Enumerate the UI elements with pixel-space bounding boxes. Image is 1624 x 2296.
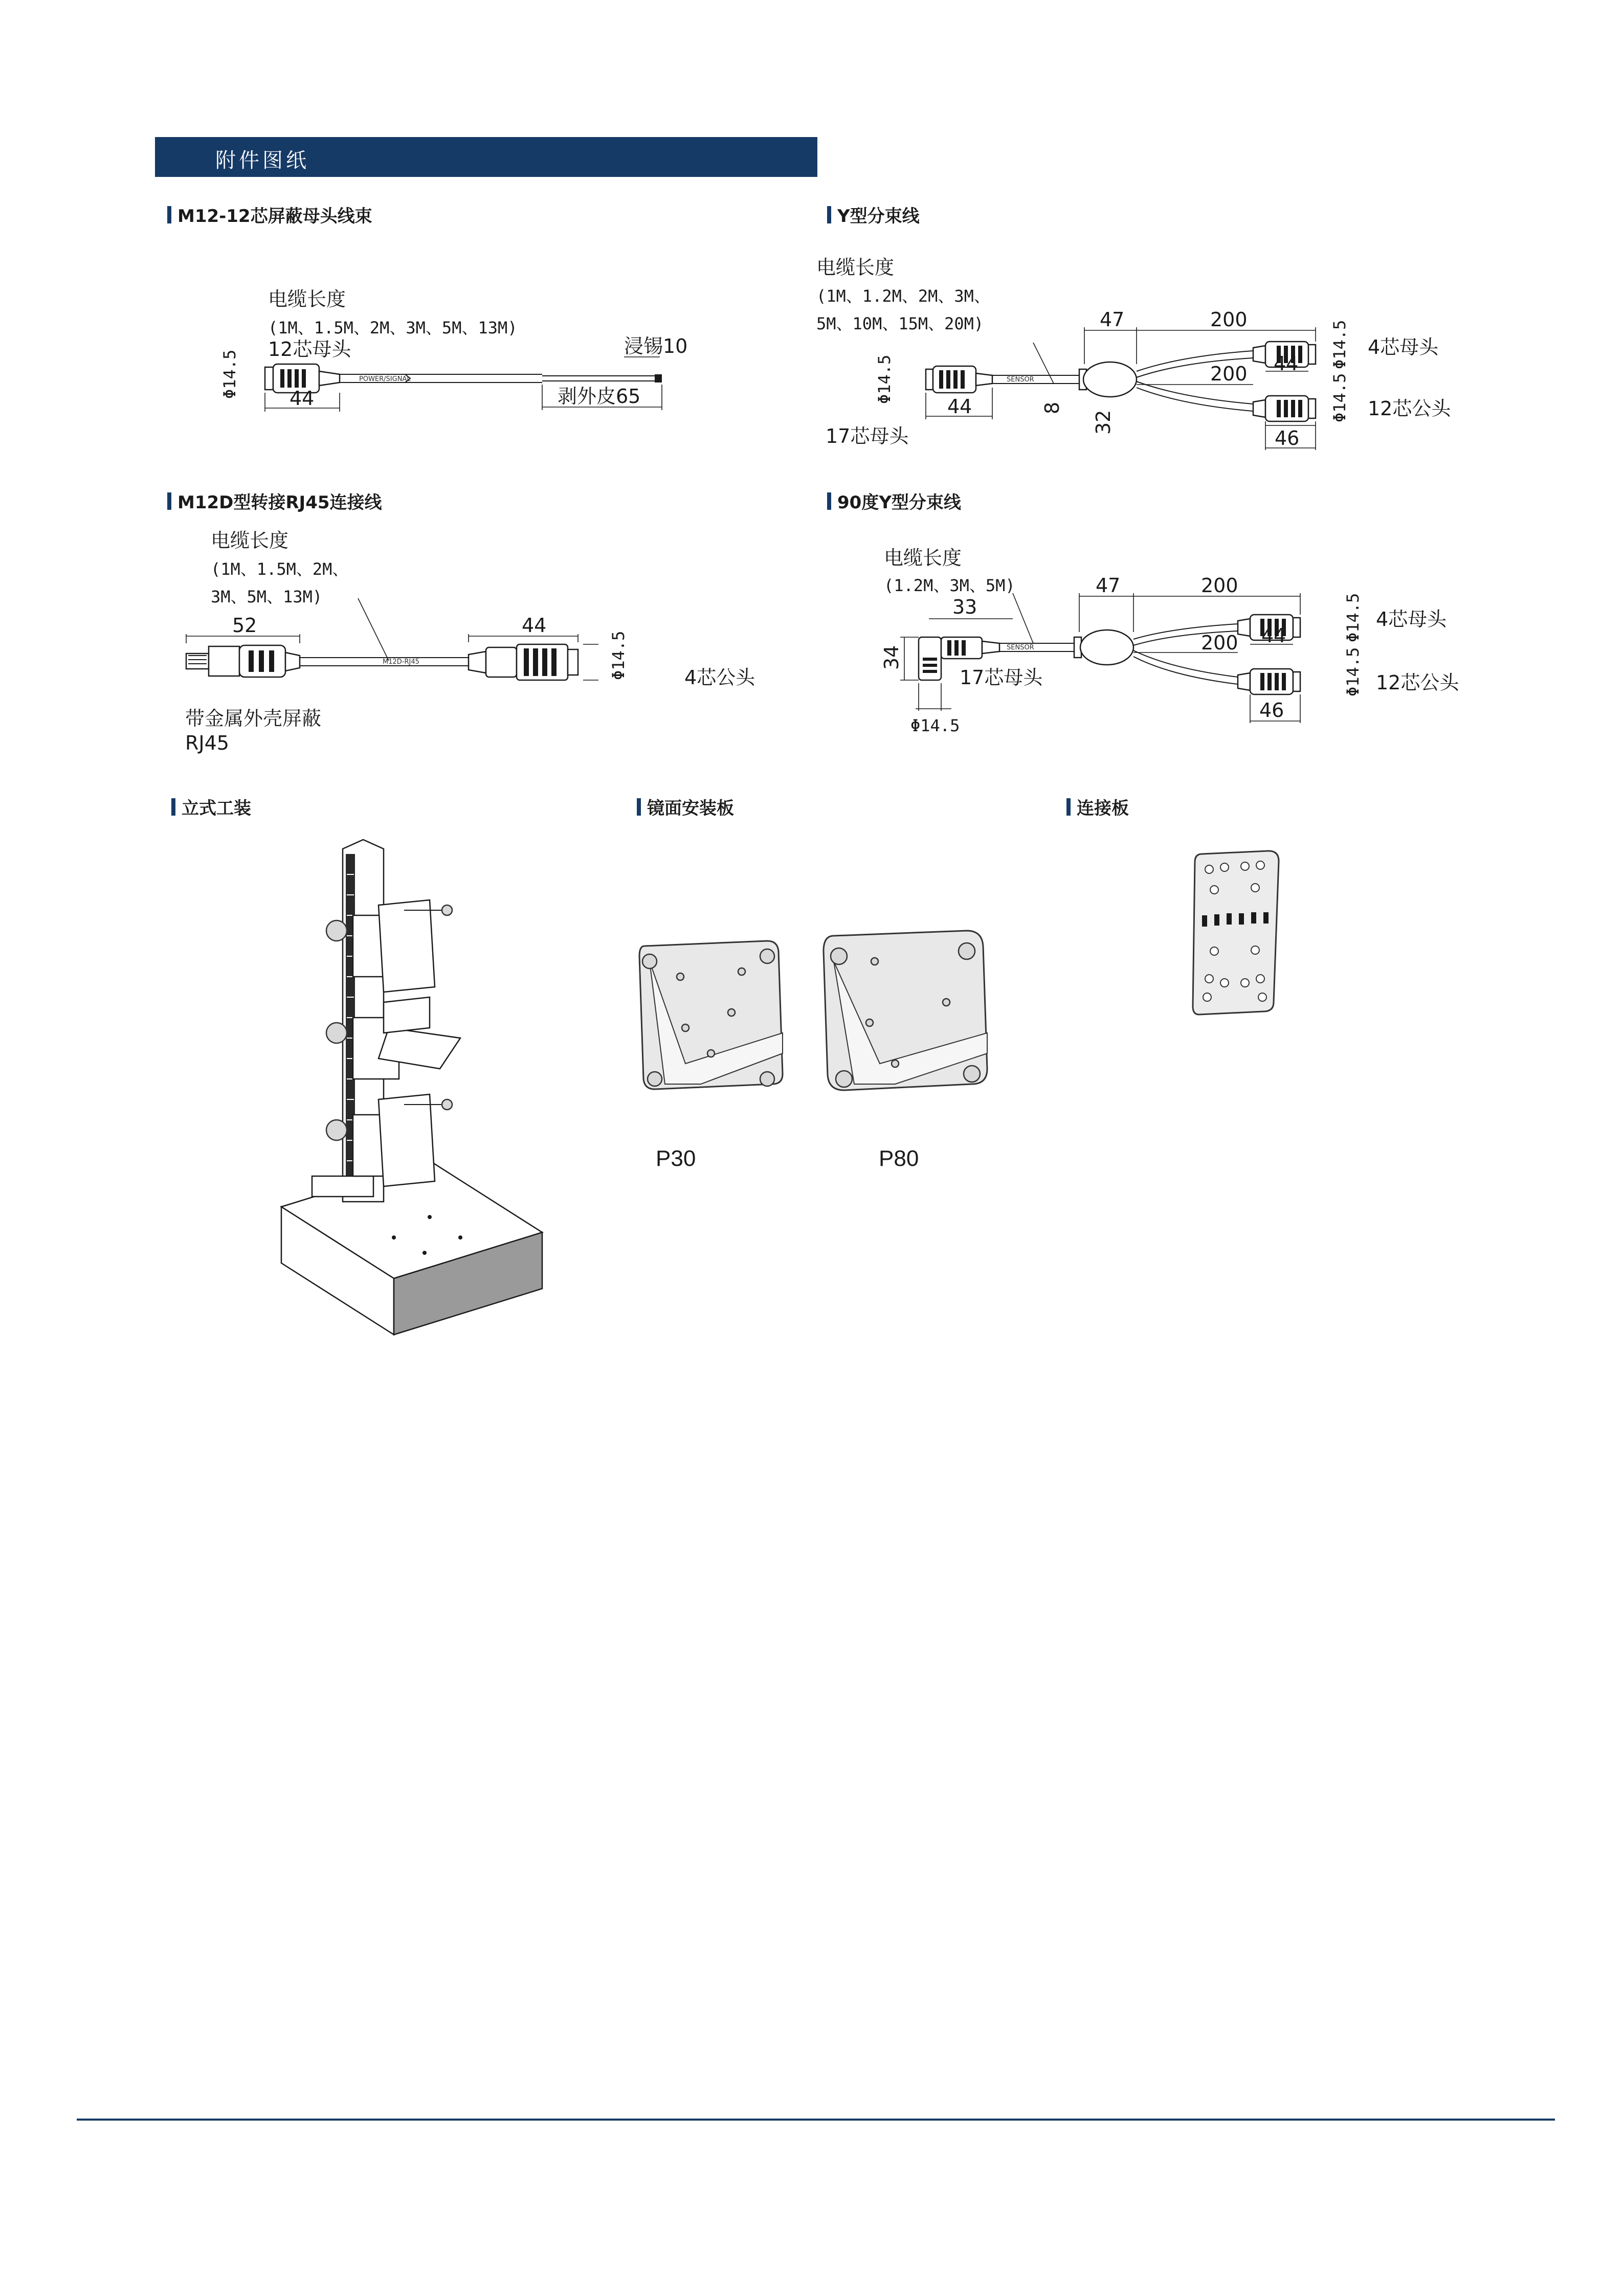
heading-connect <box>1066 794 1129 819</box>
tin-label: 浸锡10 <box>624 335 688 357</box>
dim-46: 46 <box>1259 699 1284 722</box>
dim-44: 44 <box>522 614 547 637</box>
plate-p80 <box>824 931 987 1090</box>
section-banner <box>155 137 817 177</box>
dim-200-mid: 200 <box>1210 363 1248 385</box>
heading-bar <box>637 798 641 816</box>
cable-length-label: 电缆长度 <box>884 547 962 569</box>
cable-lengths-line2: 5M、10M、15M、20M) <box>816 314 984 333</box>
dim-200-top: 200 <box>1210 308 1248 331</box>
drawing-m12d-rj45 <box>174 527 818 762</box>
footer-divider <box>77 2119 1555 2121</box>
branch-bottom <box>1137 388 1253 411</box>
dim-47: 47 <box>1096 574 1121 597</box>
dim-33: 33 <box>952 596 977 618</box>
diameter-top: Φ14.5 <box>1330 320 1349 369</box>
cable-lengths: (1M、1.5M、2M、3M、5M、13M) <box>268 318 518 337</box>
diameter-bottom: Φ14.5 <box>910 716 960 735</box>
label-p80: P80 <box>879 1146 919 1171</box>
connector-body <box>486 647 517 677</box>
label-4pin-female: 4芯母头 <box>1376 608 1447 631</box>
diameter-top: Φ14.5 <box>1343 593 1363 642</box>
connector-label: 12芯母头 <box>268 338 351 361</box>
cable-print: SENSOR <box>1007 644 1034 651</box>
label-17pin-female: 17芯母头 <box>960 666 1043 689</box>
heading-bar <box>827 492 831 510</box>
heading-text: 90度Y型分束线 <box>837 492 961 513</box>
dim-34: 34 <box>880 645 903 670</box>
connector-tail <box>469 651 486 673</box>
label-17pin-female: 17芯母头 <box>826 425 909 447</box>
diameter-dim: Φ14.5 <box>875 354 894 404</box>
cable-lengths-line1: (1M、1.2M、2M、3M、 <box>816 286 990 306</box>
label-12pin-male: 12芯公头 <box>1376 671 1459 694</box>
cable-print: SENSOR <box>1007 376 1034 384</box>
connector-tail <box>319 371 340 386</box>
dim-47: 47 <box>1100 308 1125 331</box>
heading-text: Y型分束线 <box>837 206 920 227</box>
splitter-body <box>1083 362 1137 397</box>
cable-print: POWER/SIGNAL <box>359 375 411 383</box>
branch-bottom <box>1133 657 1238 684</box>
heading-y-split-90 <box>827 488 961 513</box>
dim-200-mid: 200 <box>1201 632 1238 654</box>
diameter-dim: Φ14.5 <box>609 631 628 680</box>
heading-bar <box>827 206 831 223</box>
diameter-low: Φ14.5 <box>1343 647 1363 696</box>
rj45-tail <box>285 652 300 671</box>
leader-line <box>358 598 389 661</box>
label-p30: P30 <box>656 1146 696 1171</box>
rj45-grip <box>249 650 274 672</box>
connector-tail <box>976 373 992 386</box>
leader-line <box>1013 593 1033 643</box>
drawing-connecting-plate <box>1192 849 1284 1018</box>
heading-text: 立式工装 <box>182 798 251 819</box>
connector-tail <box>1238 673 1250 690</box>
cable-lengths: (1.2M、3M、5M) <box>884 576 1015 595</box>
label-4pin-male: 4芯公头 <box>684 666 755 689</box>
heading-text: 镜面安装板 <box>647 798 734 819</box>
connect-plate-body <box>1193 851 1279 1015</box>
label-rj45: RJ45 <box>185 732 229 754</box>
drawing-y-split <box>813 251 1499 455</box>
dim-52: 52 <box>232 614 257 637</box>
connector-nut <box>926 369 933 390</box>
dim-44: 44 <box>1261 624 1286 647</box>
label-4pin-female: 4芯母头 <box>1368 336 1439 358</box>
drawing-y-split-90 <box>864 542 1499 747</box>
diameter-dim: Φ14.5 <box>220 349 239 399</box>
cable-lengths-line2: 3M、5M、13M) <box>211 587 323 606</box>
heading-text: 连接板 <box>1077 798 1129 819</box>
cable-length-label: 电缆长度 <box>268 288 346 310</box>
connector-tail <box>1253 400 1265 417</box>
dim-32: 32 <box>1092 410 1115 435</box>
banner-title: 附件图纸 <box>215 149 309 172</box>
connector-grip <box>923 658 937 673</box>
cable-print: M12D-RJ45 <box>383 658 419 666</box>
drawing-mirror-plates <box>629 931 1008 1197</box>
heading-bar <box>171 798 175 816</box>
heading-y-split <box>827 202 920 227</box>
plate-p30 <box>639 941 783 1089</box>
dim-46: 46 <box>1275 427 1300 449</box>
label-12pin-male: 12芯公头 <box>1368 397 1451 420</box>
leader-line <box>1033 343 1054 384</box>
label-shield: 带金属外壳屏蔽 <box>185 707 322 730</box>
dim-44-right: 44 <box>1274 352 1299 375</box>
connector-nut <box>1308 399 1316 418</box>
drawing-m12-12-harness <box>215 276 706 430</box>
connector-grip <box>947 640 966 656</box>
dim-8: 8 <box>1041 401 1063 414</box>
diameter-bottom: Φ14.5 <box>1330 373 1349 422</box>
connector-pin-end <box>568 649 578 675</box>
dim-44: 44 <box>290 387 315 410</box>
drawing-vertical-stand <box>276 834 563 1345</box>
heading-text: M12D型转接RJ45连接线 <box>177 492 382 513</box>
strip-label: 剥外皮65 <box>558 385 641 408</box>
heading-bar <box>167 492 171 510</box>
heading-bar <box>167 206 171 223</box>
connector-tail <box>1253 346 1265 363</box>
cable-length-label: 电缆长度 <box>211 529 289 552</box>
tinned-end <box>655 374 662 382</box>
connector-nut <box>265 367 273 390</box>
connector-nut <box>1293 672 1300 691</box>
heading-m12-12 <box>167 202 372 227</box>
dim-200-top: 200 <box>1201 574 1238 597</box>
cable-length-label: 电缆长度 <box>816 256 895 279</box>
connector-nut <box>1308 345 1316 364</box>
rj45-shell <box>209 646 239 676</box>
heading-text: M12-12芯屏蔽母头线束 <box>177 206 372 227</box>
rail-foot <box>312 1176 373 1197</box>
connector-tail <box>982 641 999 654</box>
heading-stand <box>171 794 251 819</box>
heading-mirror <box>637 794 734 819</box>
dim-44-left: 44 <box>947 395 972 418</box>
connector-nut <box>1293 618 1300 637</box>
splitter-body <box>1080 630 1133 665</box>
heading-m12d-rj45 <box>167 488 382 513</box>
cable-lengths-line1: (1M、1.5M、2M、 <box>211 559 349 579</box>
connector-tail <box>1238 619 1250 636</box>
heading-bar <box>1066 798 1071 816</box>
